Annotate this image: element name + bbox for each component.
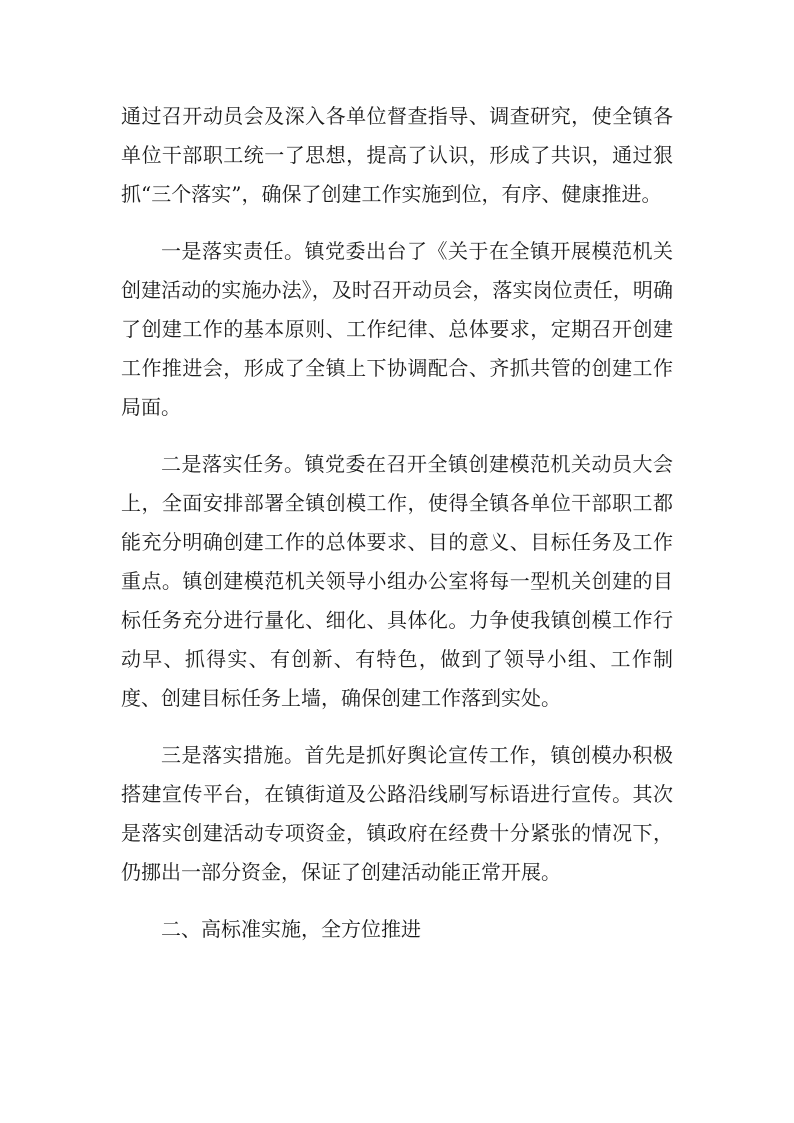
paragraph-tasks: 二是落实任务。镇党委在召开全镇创建模范机关动员大会上，全面安排部署全镇创模工作，使得全镇各单位干部职工都能充分明确创建工作的总体要求、目的意义、目标任务及工作重点。镇创建模范机关领导小组办公室将每一型机关创建的目标任务充分进行量化、细化、具体化。力争使我镇创模工作行动早、抓得实、有创新、有特色，做到了领导小组、工作制度、创建目标任务上墙，确保创建工作落到实处。	[121, 452, 673, 710]
paragraph-continuation: 通过召开动员会及深入各单位督查指导、调查研究，使全镇各单位干部职工统一了思想，提高了认识，形成了共识，通过狠抓“三个落实”，确保了创建工作实施到位，有序、健康推进。	[121, 104, 673, 206]
paragraph-responsibility: 一是落实责任。镇党委出台了《关于在全镇开展模范机关创建活动的实施办法》，及时召开动员会，落实岗位责任，明确了创建工作的基本原则、工作纪律、总体要求，定期召开创建工作推进会，形成了全镇上下协调配合、齐抓共管的创建工作局面。	[121, 239, 673, 419]
paragraph-measures: 三是落实措施。首先是抓好舆论宣传工作，镇创模办积极搭建宣传平台，在镇街道及公路沿线刷写标语进行宣传。其次是落实创建活动专项资金，镇政府在经费十分紧张的情况下，仍挪出一部分资金，保证了创建活动能正常开展。	[121, 743, 673, 884]
document-body	[121, 97, 673, 949]
section-heading: 二、高标准实施，全方位推进	[161, 917, 421, 941]
